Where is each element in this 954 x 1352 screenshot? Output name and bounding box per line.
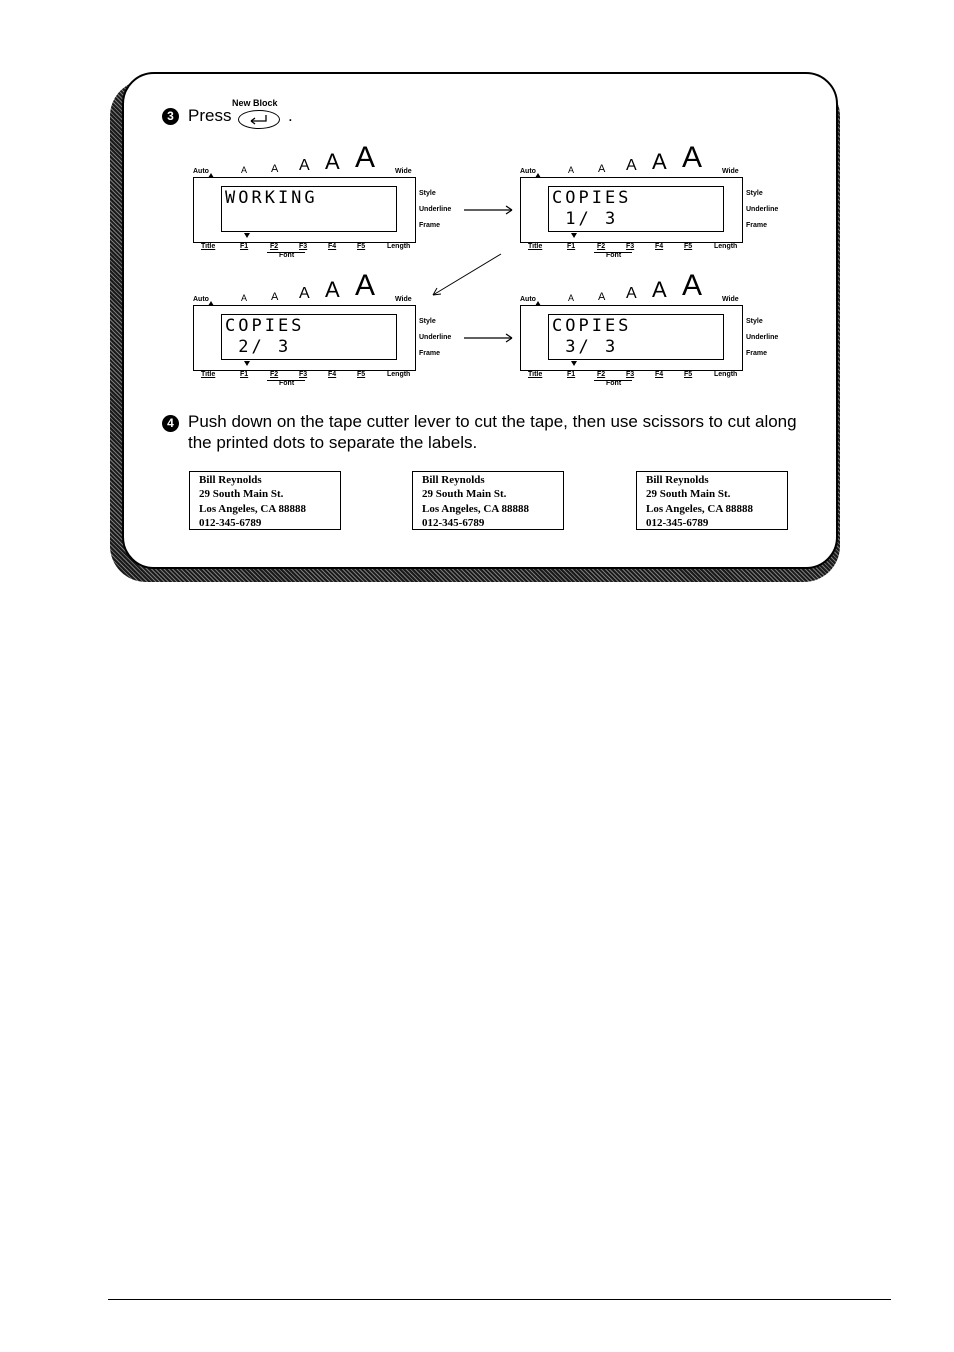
frame-label: Frame (419, 350, 441, 357)
size-label: Auto (193, 296, 209, 303)
function-key-row (520, 243, 746, 253)
step-4-badge: 4 (162, 415, 179, 432)
label-phone: 012-345-6789 (422, 516, 485, 529)
size-label: A (299, 157, 310, 174)
function-key-label: F5 (357, 371, 366, 378)
label-street: 29 South Main St. (422, 488, 507, 501)
function-key-label: Length (387, 243, 411, 250)
step-3-badge: 3 (162, 108, 179, 125)
function-key-label: Length (714, 371, 738, 378)
lcd-display-4 (520, 269, 779, 389)
style-label: Style (746, 318, 763, 325)
label-phone: 012-345-6789 (199, 516, 262, 529)
size-label: Wide (722, 296, 739, 303)
frame-label: Frame (746, 222, 768, 229)
underline-label: Underline (746, 206, 779, 213)
lcd-display-2 (520, 141, 779, 261)
function-key-label: F2 (597, 243, 606, 250)
lcd-frame (193, 177, 416, 243)
font-label: Font (279, 252, 295, 259)
label-name: Bill Reynolds (422, 474, 485, 486)
function-key-label: Title (201, 371, 216, 378)
font-label: Font (606, 380, 622, 387)
style-label: Style (419, 318, 436, 325)
lcd-screen (221, 314, 397, 360)
indicator-up-icon (208, 301, 214, 306)
size-label: A (241, 293, 248, 303)
function-key-label: F2 (270, 243, 279, 250)
size-label: A (271, 291, 279, 303)
indicator-down-icon (571, 233, 577, 238)
lcd-frame (520, 305, 743, 371)
function-key-label: F3 (299, 371, 308, 378)
size-indicator-row (520, 269, 760, 303)
size-label: Auto (520, 168, 536, 175)
font-label: Font (279, 380, 295, 387)
size-label: A (682, 141, 703, 174)
underline-label: Underline (419, 206, 452, 213)
lcd-line-2: 1/ 3 (552, 209, 619, 229)
function-key-label: Length (387, 371, 411, 378)
function-key-label: Title (528, 371, 543, 378)
size-label: Wide (722, 168, 739, 175)
size-indicator-row (193, 141, 433, 175)
size-label: A (325, 149, 340, 174)
size-label: Auto (520, 296, 536, 303)
function-key-label: F1 (240, 243, 249, 250)
lcd-line-1: COPIES (552, 316, 632, 336)
label-city: Los Angeles, CA 88888 (199, 502, 306, 515)
size-label: A (325, 277, 340, 302)
function-key-label: F3 (626, 243, 635, 250)
function-key-label: F2 (597, 371, 606, 378)
function-key-row (193, 371, 419, 381)
label-street: 29 South Main St. (646, 488, 731, 501)
address-label-3 (636, 471, 788, 530)
size-label: A (652, 149, 667, 174)
size-indicator-row (520, 141, 760, 175)
indicator-down-icon (244, 233, 250, 238)
function-key-row (193, 243, 419, 253)
new-block-key-label: New Block (232, 98, 278, 108)
label-name: Bill Reynolds (199, 474, 262, 486)
lcd-frame (520, 177, 743, 243)
arrow-diagonal-icon (427, 250, 505, 300)
lcd-display-1 (193, 141, 452, 261)
function-key-label: F4 (328, 243, 337, 250)
footer-rule (108, 1299, 891, 1300)
function-key-label: F1 (567, 371, 576, 378)
indicator-up-icon (535, 301, 541, 306)
lcd-line-1: WORKING (225, 188, 318, 208)
label-city: Los Angeles, CA 88888 (422, 502, 529, 515)
indicator-up-icon (208, 173, 214, 178)
arrow-right-icon (462, 331, 518, 345)
label-city: Los Angeles, CA 88888 (646, 502, 753, 515)
address-label-1 (189, 471, 341, 530)
function-key-label: F1 (567, 243, 576, 250)
label-phone: 012-345-6789 (646, 516, 709, 529)
underline-label: Underline (419, 334, 452, 341)
size-label: A (271, 163, 279, 175)
function-key-label: F5 (357, 243, 366, 250)
size-label: A (626, 157, 637, 174)
size-label: A (626, 285, 637, 302)
function-key-label: F1 (240, 371, 249, 378)
size-indicator-row (193, 269, 433, 303)
lcd-display-3 (193, 269, 452, 389)
step-4-line-2: the printed dots to separate the labels. (188, 433, 478, 452)
lcd-line-2: 2/ 3 (225, 337, 292, 357)
size-label: A (652, 277, 667, 302)
address-label-2 (412, 471, 564, 530)
function-key-label: F5 (684, 371, 693, 378)
lcd-screen (548, 186, 724, 232)
function-key-label: F4 (328, 371, 337, 378)
style-label: Style (419, 190, 436, 197)
function-key-label: Length (714, 243, 738, 250)
size-label: A (355, 141, 376, 174)
function-key-label: F3 (299, 243, 308, 250)
frame-label: Frame (419, 222, 441, 229)
size-label: Wide (395, 168, 412, 175)
step-3-text: Press (188, 106, 232, 125)
size-label: Wide (395, 296, 412, 303)
lcd-frame (193, 305, 416, 371)
size-label: Auto (193, 168, 209, 175)
size-label: A (568, 293, 575, 303)
size-label: A (598, 291, 606, 303)
function-key-label: F5 (684, 243, 693, 250)
step-4-line-1: Push down on the tape cutter lever to cut the tape, then use scissors to cut along (188, 412, 797, 431)
font-label: Font (606, 252, 622, 259)
function-key-label: F3 (626, 371, 635, 378)
indicator-down-icon (571, 361, 577, 366)
indicator-down-icon (244, 361, 250, 366)
function-key-label: F2 (270, 371, 279, 378)
label-street: 29 South Main St. (199, 488, 284, 501)
size-label: A (682, 269, 703, 302)
step-3-period: . (288, 106, 293, 125)
size-label: A (299, 285, 310, 302)
lcd-line-2: 3/ 3 (552, 337, 619, 357)
function-key-label: Title (201, 243, 216, 250)
label-name: Bill Reynolds (646, 474, 709, 486)
function-key-label: F4 (655, 243, 664, 250)
size-label: A (598, 163, 606, 175)
lcd-screen (221, 186, 397, 232)
function-key-label: F4 (655, 371, 664, 378)
underline-label: Underline (746, 334, 779, 341)
frame-label: Frame (746, 350, 768, 357)
style-label: Style (746, 190, 763, 197)
lcd-line-1: COPIES (225, 316, 305, 336)
size-label: A (568, 165, 575, 175)
lcd-line-1: COPIES (552, 188, 632, 208)
lcd-screen (548, 314, 724, 360)
size-label: A (241, 165, 248, 175)
return-arrow-icon (239, 111, 279, 127)
indicator-up-icon (535, 173, 541, 178)
new-block-key (238, 110, 280, 129)
size-label: A (355, 269, 376, 302)
function-key-label: Title (528, 243, 543, 250)
function-key-row (520, 371, 746, 381)
arrow-right-icon (462, 203, 518, 217)
